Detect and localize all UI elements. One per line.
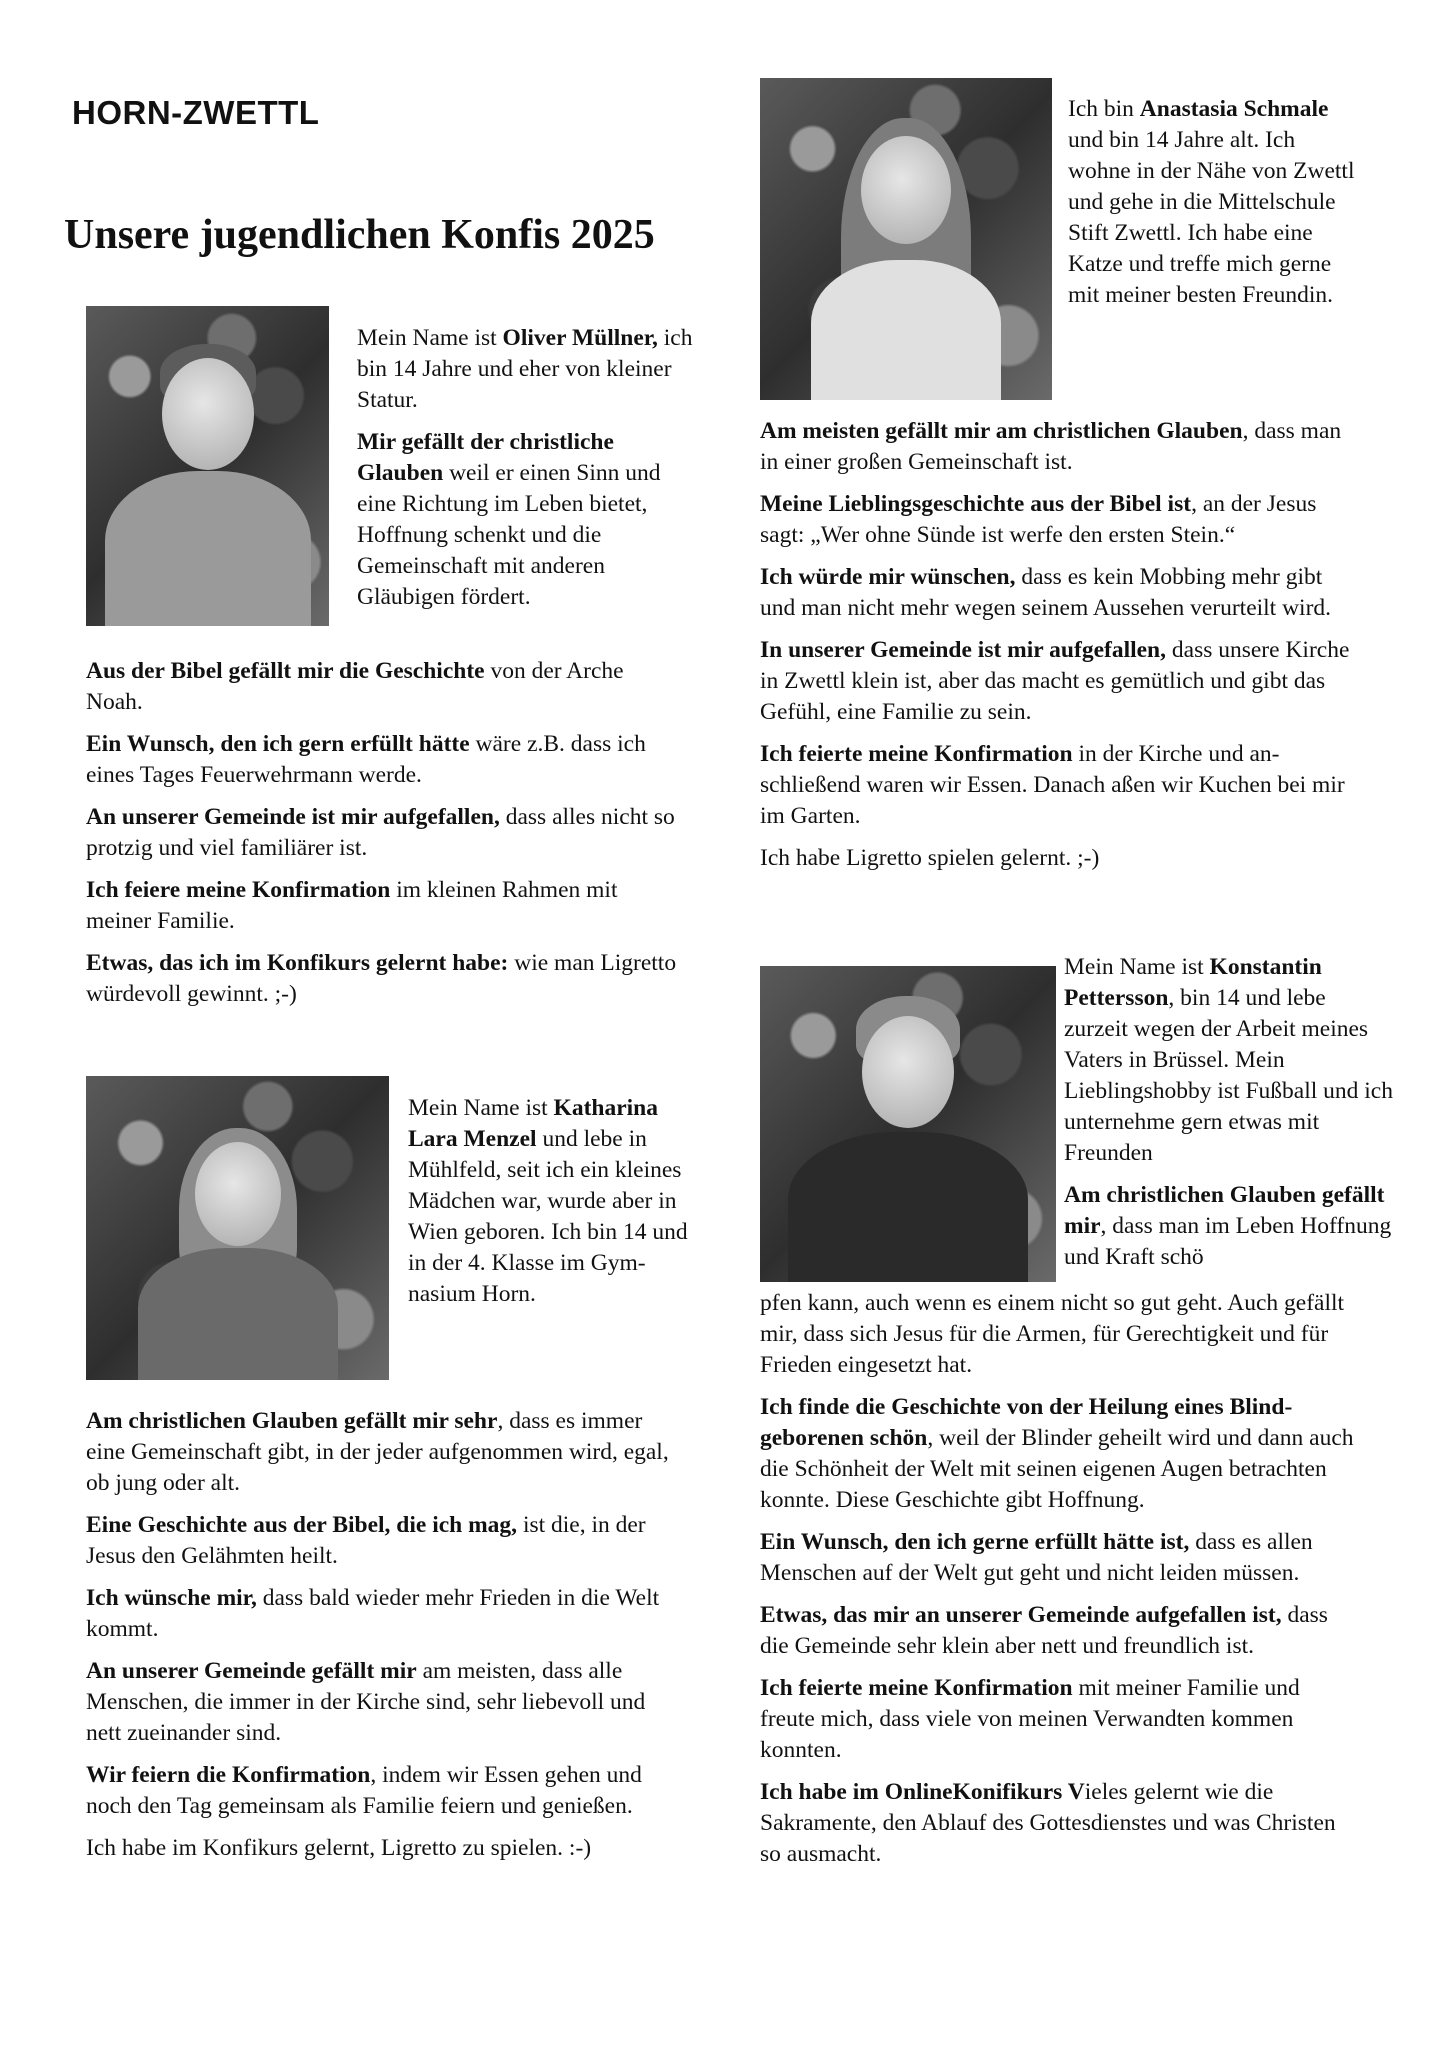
oliver-bible: Aus der Bibel gefällt mir die Geschichte von der Arche Noah.	[86, 658, 624, 715]
photo-katharina	[86, 1076, 389, 1380]
oliver-details	[86, 656, 686, 1021]
katharina-intro: Mein Name ist Katharina Lara Menzel und lebe in Mühlfeld, seit ich ein kleines Mädchen war, wurde aber in Wien geboren. Ich bin 14 und in der 4. Klasse im Gymnasium Horn.	[408, 1095, 688, 1307]
konstantin-wish: Ein Wunsch, den ich gerne erfüllt hätte ist, dass es allen Menschen auf der Welt gut geht und nicht leiden müssen.	[760, 1529, 1313, 1586]
oliver-learned: Etwas, das ich im Konfikurs gelernt habe: wie man Ligretto würdevoll gewinnt. ;-)	[86, 950, 677, 1007]
anastasia-learned: Ich habe Ligretto spielen gelernt. ;-)	[760, 845, 1100, 871]
katharina-faith: Am christlichen Glauben gefällt mir sehr, dass es immer eine Gemeinschaft gibt, in der jeder aufgenommen wird, egal, ob jung oder alt.	[86, 1408, 669, 1496]
konstantin-intro: Mein Name ist Konstantin Pettersson, bin 14 und lebe zurzeit wegen der Arbeit meines Vaters in Brüssel. Mein Lieblingshobby ist Fußball und ich unternehme gern etwas mit Freunden Am christlichen Glauben gefällt mir, dass man im Leben Hoffnung und Kraft schö	[1064, 954, 1393, 1270]
oliver-wish: Ein Wunsch, den ich gern erfüllt hätte wäre z.B. dass ich eines Tages Feuerwehrmann werde.	[86, 731, 646, 788]
konstantin-learned: Ich habe im OnlineKonifikurs Vieles gelernt wie die Sakramente, den Ablauf des Gottesdienstes und was Christen so ausmacht.	[760, 1779, 1336, 1867]
anastasia-details	[760, 416, 1360, 885]
konstantin-bible: Ich finde die Geschichte von der Heilung eines Blindgeborenen schön, weil der Blinder geheilt wird und dann auch die Schönheit der Welt mit seinen eigenen Augen betrachten konnte. Diese Geschichte gibt Hoffnung.	[760, 1394, 1354, 1513]
konstantin-community: Etwas, das mir an unserer Gemeinde aufgefallen ist, dass die Gemeinde sehr klein aber nett und freundlich ist.	[760, 1602, 1328, 1659]
katharina-community: An unserer Gemeinde gefällt mir am meisten, dass alle Menschen, die immer in der Kirche sind, sehr liebevoll und nett zueinander sind.	[86, 1658, 646, 1746]
katharina-confirmation: Wir feiern die Konfirmation, indem wir Essen gehen und noch den Tag gemeinsam als Familie feiern und genießen.	[86, 1762, 642, 1819]
anastasia-community: In unserer Gemeinde ist mir aufgefallen, dass unsere Kirche in Zwettl klein ist, aber das macht es gemütlich und gibt das Gefühl, eine Familie zu sein.	[760, 637, 1350, 725]
page-title: Unsere jugendlichen Konfis 2025	[64, 212, 655, 258]
konstantin-confirmation: Ich feierte meine Konfirmation mit meiner Familie und freute mich, dass viele von meinen Verwandten kommen konnten.	[760, 1675, 1300, 1763]
oliver-confirmation: Ich feiere meine Konfirmation im kleinen Rahmen mit meiner Familie.	[86, 877, 618, 934]
katharina-bible: Eine Geschichte aus der Bibel, die ich mag, ist die, in der Jesus den Gelähmten heilt.	[86, 1512, 646, 1569]
katharina-wish: Ich wünsche mir, dass bald wieder mehr Frieden in die Welt kommt.	[86, 1585, 660, 1642]
photo-konstantin	[760, 966, 1056, 1282]
oliver-intro: Mein Name ist Oliver Müllner, ich bin 14 Jahre und eher von kleiner Statur. Mir gefällt der christliche Glauben weil er einen Sinn und eine Richtung im Leben bietet, Hoffnung schenkt und die Gemeinschaft mit anderen Gläubigen fördert.	[357, 325, 693, 610]
anastasia-faith: Am meisten gefällt mir am christlichen Glauben, dass man in einer großen Gemeinschaft ist.	[760, 418, 1342, 475]
photo-oliver	[86, 306, 329, 626]
oliver-community: An unserer Gemeinde ist mir aufgefallen, dass alles nicht so protzig und viel familiärer ist.	[86, 804, 675, 861]
section-heading: HORN-ZWETTL	[72, 94, 320, 131]
anastasia-wish: Ich würde mir wünschen, dass es kein Mobbing mehr gibt und man nicht mehr wegen seinem Aussehen verurteilt wird.	[760, 564, 1332, 621]
photo-anastasia	[760, 78, 1052, 400]
konstantin-details	[760, 1288, 1360, 1881]
anastasia-bible: Meine Lieblingsgeschichte aus der Bibel ist, an der Jesus sagt: „Wer ohne Sünde ist werfe den ersten Stein.“	[760, 491, 1317, 548]
konstantin-faith-cont: pfen kann, auch wenn es einem nicht so gut geht. Auch gefällt mir, dass sich Jesus für die Armen, für Gerechtigkeit und für Frieden eingesetzt hat.	[760, 1290, 1345, 1378]
anastasia-confirmation: Ich feierte meine Konfirmation in der Kirche und anschließend waren wir Essen. Danach aßen wir Kuchen bei mir im Garten.	[760, 741, 1345, 829]
katharina-learned: Ich habe im Konfikurs gelernt, Ligretto zu spielen. :-)	[86, 1835, 592, 1861]
anastasia-intro: Ich bin Anastasia Schmale und bin 14 Jahre alt. Ich wohne in der Nähe von Zwettl und gehe in die Mittelschule Stift Zwettl. Ich habe eine Katze und treffe mich gerne mit meiner besten Freundin.	[1068, 96, 1355, 308]
katharina-details	[86, 1406, 686, 1875]
